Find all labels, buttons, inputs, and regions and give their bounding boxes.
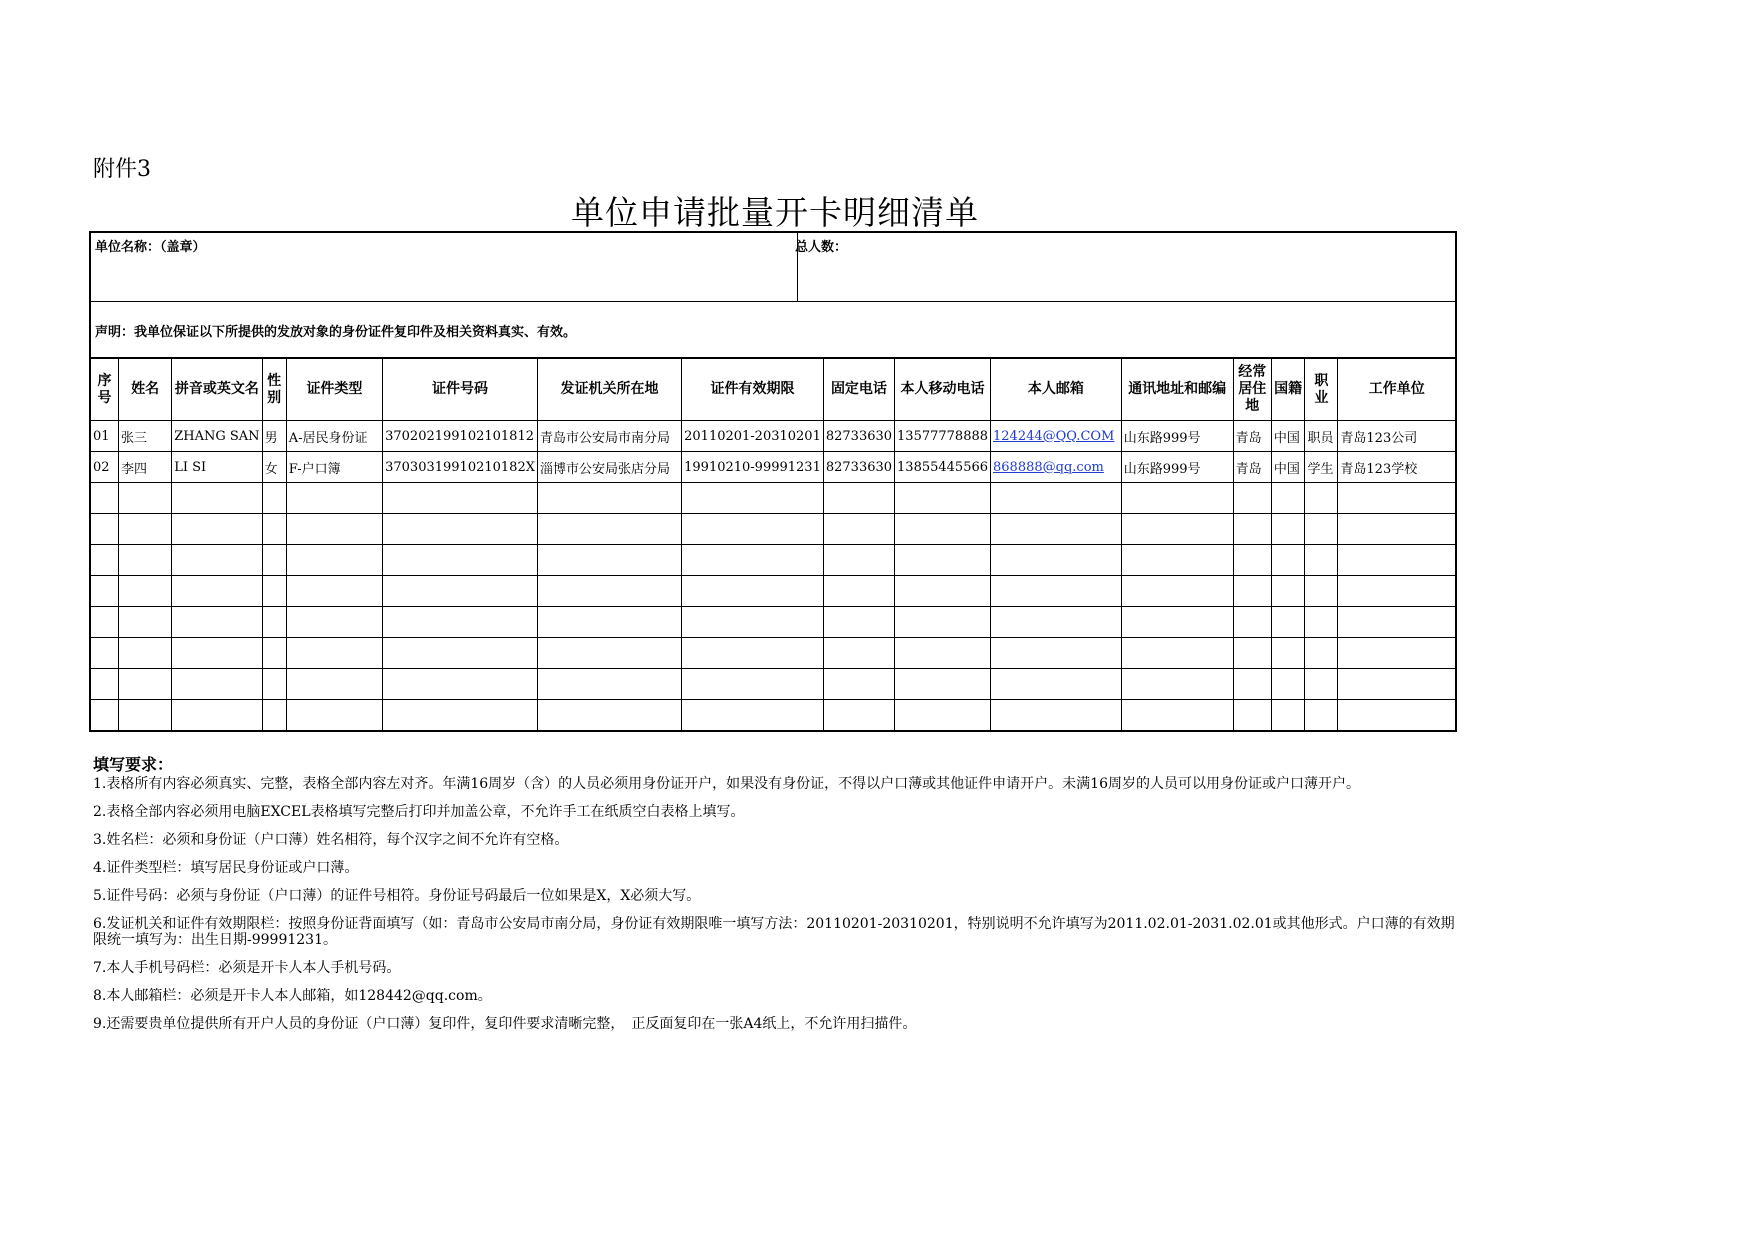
empty-table-row bbox=[91, 638, 1455, 669]
table-cell[interactable]: 女 bbox=[262, 452, 286, 483]
empty-cell[interactable] bbox=[91, 545, 119, 576]
empty-cell[interactable] bbox=[119, 545, 172, 576]
empty-cell[interactable] bbox=[286, 700, 382, 731]
total-count-label: 总人数： bbox=[795, 240, 848, 255]
requirements-heading: 填写要求： bbox=[93, 755, 174, 774]
empty-cell[interactable] bbox=[895, 638, 991, 669]
column-header: 证件号码 bbox=[383, 359, 538, 421]
requirement-item: 1.表格所有内容必须真实、完整，表格全部内容左对齐。年满16周岁（含）的人员必须用身份证开户，如果没有身份证，不得以户口薄或其他证件申请开户。未满16周岁的人员可以用身份证或户口薄开户。 bbox=[93, 776, 1360, 792]
empty-table-row bbox=[91, 700, 1455, 731]
table-cell[interactable]: 13577778888 bbox=[895, 421, 991, 452]
table-cell[interactable]: 中国 bbox=[1271, 452, 1305, 483]
requirement-item: 3.姓名栏：必须和身份证（户口薄）姓名相符，每个汉字之间不允许有空格。 bbox=[93, 832, 569, 848]
empty-cell[interactable] bbox=[91, 483, 119, 514]
empty-cell[interactable] bbox=[895, 607, 991, 638]
table-cell[interactable] bbox=[991, 452, 1122, 483]
empty-cell[interactable] bbox=[537, 514, 681, 545]
empty-cell[interactable] bbox=[383, 576, 538, 607]
declaration-text: 声明：我单位保证以下所提供的发放对象的身份证件复印件及相关资料真实、有效。 bbox=[95, 325, 577, 340]
empty-cell[interactable] bbox=[895, 576, 991, 607]
empty-cell[interactable] bbox=[823, 700, 894, 731]
empty-cell[interactable] bbox=[262, 545, 286, 576]
empty-cell[interactable] bbox=[119, 638, 172, 669]
empty-cell[interactable] bbox=[286, 669, 382, 700]
unit-name-field[interactable] bbox=[91, 233, 798, 301]
column-header: 本人邮箱 bbox=[991, 359, 1122, 421]
table-cell[interactable]: 20110201-20310201 bbox=[682, 421, 824, 452]
empty-cell[interactable] bbox=[1233, 576, 1271, 607]
empty-cell[interactable] bbox=[1121, 638, 1233, 669]
declaration-row bbox=[91, 301, 1455, 359]
column-header: 固定电话 bbox=[823, 359, 894, 421]
column-header: 国籍 bbox=[1271, 359, 1305, 421]
empty-table-row bbox=[91, 514, 1455, 545]
empty-cell[interactable] bbox=[91, 607, 119, 638]
empty-cell[interactable] bbox=[286, 514, 382, 545]
table-cell[interactable]: 青岛 bbox=[1233, 452, 1271, 483]
unit-name-label: 单位名称：（盖章） bbox=[95, 240, 206, 255]
empty-cell[interactable] bbox=[537, 638, 681, 669]
filling-requirements bbox=[93, 757, 1463, 1044]
empty-cell[interactable] bbox=[1121, 545, 1233, 576]
empty-cell[interactable] bbox=[1338, 669, 1455, 700]
table-cell[interactable]: 青岛市公安局市南分局 bbox=[537, 421, 681, 452]
empty-cell[interactable] bbox=[823, 576, 894, 607]
empty-cell[interactable] bbox=[895, 669, 991, 700]
table-cell[interactable] bbox=[991, 421, 1122, 452]
table-cell[interactable]: 青岛 bbox=[1233, 421, 1271, 452]
empty-cell[interactable] bbox=[262, 514, 286, 545]
empty-cell[interactable] bbox=[262, 607, 286, 638]
empty-cell[interactable] bbox=[682, 700, 824, 731]
empty-table-row bbox=[91, 576, 1455, 607]
empty-cell[interactable] bbox=[172, 700, 262, 731]
empty-cell[interactable] bbox=[1233, 545, 1271, 576]
table-cell[interactable]: 学生 bbox=[1305, 452, 1338, 483]
table-cell[interactable]: 02 bbox=[91, 452, 119, 483]
empty-cell[interactable] bbox=[286, 483, 382, 514]
empty-cell[interactable] bbox=[1233, 700, 1271, 731]
empty-cell[interactable] bbox=[1305, 638, 1338, 669]
empty-cell[interactable] bbox=[1271, 607, 1305, 638]
empty-cell[interactable] bbox=[262, 638, 286, 669]
empty-cell[interactable] bbox=[537, 545, 681, 576]
empty-cell[interactable] bbox=[286, 638, 382, 669]
empty-cell[interactable] bbox=[383, 514, 538, 545]
empty-cell[interactable] bbox=[895, 545, 991, 576]
empty-cell[interactable] bbox=[1233, 514, 1271, 545]
table-cell[interactable]: 中国 bbox=[1271, 421, 1305, 452]
empty-cell[interactable] bbox=[119, 576, 172, 607]
empty-cell[interactable] bbox=[1233, 607, 1271, 638]
empty-cell[interactable] bbox=[823, 514, 894, 545]
empty-cell[interactable] bbox=[1271, 669, 1305, 700]
column-header: 通讯地址和邮编 bbox=[1121, 359, 1233, 421]
column-header: 证件有效期限 bbox=[682, 359, 824, 421]
empty-cell[interactable] bbox=[119, 607, 172, 638]
table-header-row bbox=[91, 359, 1455, 421]
empty-cell[interactable] bbox=[537, 700, 681, 731]
empty-cell[interactable] bbox=[119, 514, 172, 545]
column-header: 证件类型 bbox=[286, 359, 382, 421]
empty-cell[interactable] bbox=[537, 576, 681, 607]
table-cell[interactable]: 01 bbox=[91, 421, 119, 452]
table-cell[interactable]: 37030319910210182X bbox=[383, 452, 538, 483]
empty-cell[interactable] bbox=[991, 638, 1122, 669]
requirement-item: 7.本人手机号码栏：必须是开卡人本人手机号码。 bbox=[93, 960, 401, 976]
empty-cell[interactable] bbox=[682, 576, 824, 607]
empty-cell[interactable] bbox=[383, 669, 538, 700]
empty-cell[interactable] bbox=[1121, 514, 1233, 545]
empty-cell[interactable] bbox=[172, 669, 262, 700]
empty-cell[interactable] bbox=[119, 700, 172, 731]
table-row bbox=[91, 452, 1455, 483]
empty-cell[interactable] bbox=[1271, 483, 1305, 514]
column-header: 职业 bbox=[1305, 359, 1338, 421]
empty-cell[interactable] bbox=[262, 576, 286, 607]
empty-cell[interactable] bbox=[119, 669, 172, 700]
empty-cell[interactable] bbox=[91, 576, 119, 607]
empty-cell[interactable] bbox=[1271, 576, 1305, 607]
requirement-item: 6.发证机关和证件有效期限栏：按照身份证背面填写（如：青岛市公安局市南分局，身份证有效期限唯一填写方法：20110201-20310201，特别说明不允许填写为2011.02.01-2031.02.01或其他形式。户口薄的有效期限统一填写为：出生日期-99991231。 bbox=[93, 916, 1455, 948]
empty-cell[interactable] bbox=[1305, 607, 1338, 638]
empty-cell[interactable] bbox=[262, 669, 286, 700]
empty-cell[interactable] bbox=[262, 483, 286, 514]
empty-cell[interactable] bbox=[1271, 545, 1305, 576]
empty-cell[interactable] bbox=[537, 483, 681, 514]
applicant-table bbox=[91, 358, 1455, 730]
column-header: 拼音或英文名 bbox=[172, 359, 262, 421]
empty-cell[interactable] bbox=[1338, 514, 1455, 545]
empty-cell[interactable] bbox=[1338, 483, 1455, 514]
table-cell[interactable]: 82733630 bbox=[823, 452, 894, 483]
empty-cell[interactable] bbox=[682, 607, 824, 638]
empty-cell[interactable] bbox=[262, 700, 286, 731]
document-title: 单位申请批量开卡明细清单 bbox=[571, 193, 979, 232]
empty-cell[interactable] bbox=[537, 607, 681, 638]
empty-cell[interactable] bbox=[823, 638, 894, 669]
table-cell[interactable]: 82733630 bbox=[823, 421, 894, 452]
column-header: 性别 bbox=[262, 359, 286, 421]
unit-info-row bbox=[91, 233, 1455, 302]
empty-cell[interactable] bbox=[895, 700, 991, 731]
empty-cell[interactable] bbox=[383, 607, 538, 638]
empty-cell[interactable] bbox=[1233, 669, 1271, 700]
empty-cell[interactable] bbox=[1271, 638, 1305, 669]
table-cell[interactable]: 李四 bbox=[119, 452, 172, 483]
empty-cell[interactable] bbox=[991, 514, 1122, 545]
empty-cell[interactable] bbox=[172, 514, 262, 545]
table-row bbox=[91, 421, 1455, 452]
email-link[interactable]: 124244@QQ.COM bbox=[993, 428, 1115, 444]
empty-cell[interactable] bbox=[286, 545, 382, 576]
empty-cell[interactable] bbox=[1121, 607, 1233, 638]
table-cell[interactable]: 370202199102101812 bbox=[383, 421, 538, 452]
empty-cell[interactable] bbox=[682, 514, 824, 545]
requirement-item: 5.证件号码：必须与身份证（户口薄）的证件号相符。身份证号码最后一位如果是X，X必须大写。 bbox=[93, 888, 701, 904]
empty-cell[interactable] bbox=[1121, 483, 1233, 514]
empty-cell[interactable] bbox=[991, 545, 1122, 576]
column-header: 序号 bbox=[91, 359, 119, 421]
column-header: 姓名 bbox=[119, 359, 172, 421]
empty-cell[interactable] bbox=[1233, 638, 1271, 669]
empty-cell[interactable] bbox=[383, 545, 538, 576]
empty-cell[interactable] bbox=[286, 607, 382, 638]
table-cell[interactable]: 13855445566 bbox=[895, 452, 991, 483]
empty-cell[interactable] bbox=[1305, 669, 1338, 700]
column-header: 经常居住地 bbox=[1233, 359, 1271, 421]
table-cell[interactable]: 男 bbox=[262, 421, 286, 452]
table-cell[interactable]: A-居民身份证 bbox=[286, 421, 382, 452]
empty-cell[interactable] bbox=[1121, 576, 1233, 607]
empty-cell[interactable] bbox=[682, 638, 824, 669]
empty-cell[interactable] bbox=[91, 514, 119, 545]
column-header: 本人移动电话 bbox=[895, 359, 991, 421]
requirement-item: 9.还需要贵单位提供所有开户人员的身份证（户口薄）复印件，复印件要求清晰完整， 正反面复印在一张A4纸上，不允许用扫描件。 bbox=[93, 1016, 917, 1032]
empty-cell[interactable] bbox=[1338, 607, 1455, 638]
empty-cell[interactable] bbox=[991, 483, 1122, 514]
table-cell[interactable]: 淄博市公安局张店分局 bbox=[537, 452, 681, 483]
empty-cell[interactable] bbox=[1121, 669, 1233, 700]
table-cell[interactable]: 山东路999号 bbox=[1121, 421, 1233, 452]
column-header: 工作单位 bbox=[1338, 359, 1455, 421]
empty-cell[interactable] bbox=[383, 638, 538, 669]
empty-cell[interactable] bbox=[682, 545, 824, 576]
empty-cell[interactable] bbox=[383, 700, 538, 731]
empty-cell[interactable] bbox=[823, 545, 894, 576]
empty-cell[interactable] bbox=[537, 669, 681, 700]
empty-cell[interactable] bbox=[1305, 483, 1338, 514]
empty-cell[interactable] bbox=[682, 483, 824, 514]
empty-cell[interactable] bbox=[823, 607, 894, 638]
table-cell[interactable]: 青岛123学校 bbox=[1338, 452, 1455, 483]
empty-cell[interactable] bbox=[682, 669, 824, 700]
empty-table-row bbox=[91, 607, 1455, 638]
table-cell[interactable]: 职员 bbox=[1305, 421, 1338, 452]
requirement-item: 2.表格全部内容必须用电脑EXCEL表格填写完整后打印并加盖公章，不允许手工在纸质空白表格上填写。 bbox=[93, 804, 745, 820]
empty-cell[interactable] bbox=[1271, 700, 1305, 731]
empty-cell[interactable] bbox=[823, 669, 894, 700]
table-cell[interactable]: LI SI bbox=[172, 452, 262, 483]
table-cell[interactable]: 青岛123公司 bbox=[1338, 421, 1455, 452]
empty-cell[interactable] bbox=[991, 607, 1122, 638]
empty-cell[interactable] bbox=[1338, 700, 1455, 731]
empty-cell[interactable] bbox=[1338, 576, 1455, 607]
requirement-item: 8.本人邮箱栏：必须是开卡人本人邮箱，如128442@qq.com。 bbox=[93, 988, 492, 1004]
empty-cell[interactable] bbox=[1271, 514, 1305, 545]
email-link[interactable]: 868888@qq.com bbox=[993, 459, 1104, 475]
empty-cell[interactable] bbox=[172, 576, 262, 607]
empty-cell[interactable] bbox=[1305, 514, 1338, 545]
empty-cell[interactable] bbox=[823, 483, 894, 514]
empty-cell[interactable] bbox=[1233, 483, 1271, 514]
empty-cell[interactable] bbox=[991, 700, 1122, 731]
table-cell[interactable]: F-户口簿 bbox=[286, 452, 382, 483]
application-sheet bbox=[89, 231, 1457, 732]
requirement-item: 4.证件类型栏：填写居民身份证或户口薄。 bbox=[93, 860, 359, 876]
table-cell[interactable]: 19910210-99991231 bbox=[682, 452, 824, 483]
empty-table-row bbox=[91, 483, 1455, 514]
empty-cell[interactable] bbox=[91, 700, 119, 731]
empty-cell[interactable] bbox=[172, 545, 262, 576]
table-cell[interactable]: ZHANG SAN bbox=[172, 421, 262, 452]
empty-cell[interactable] bbox=[172, 638, 262, 669]
annex-label: 附件3 bbox=[93, 157, 151, 182]
empty-cell[interactable] bbox=[172, 607, 262, 638]
empty-cell[interactable] bbox=[172, 483, 262, 514]
empty-cell[interactable] bbox=[119, 483, 172, 514]
table-cell[interactable]: 山东路999号 bbox=[1121, 452, 1233, 483]
empty-cell[interactable] bbox=[1338, 638, 1455, 669]
empty-table-row bbox=[91, 545, 1455, 576]
empty-cell[interactable] bbox=[383, 483, 538, 514]
empty-cell[interactable] bbox=[286, 576, 382, 607]
empty-cell[interactable] bbox=[1121, 700, 1233, 731]
table-cell[interactable]: 张三 bbox=[119, 421, 172, 452]
empty-cell[interactable] bbox=[991, 669, 1122, 700]
total-count-field[interactable] bbox=[791, 233, 1455, 301]
empty-cell[interactable] bbox=[895, 514, 991, 545]
empty-cell[interactable] bbox=[1305, 700, 1338, 731]
empty-cell[interactable] bbox=[895, 483, 991, 514]
empty-table-row bbox=[91, 669, 1455, 700]
column-header: 发证机关所在地 bbox=[537, 359, 681, 421]
empty-cell[interactable] bbox=[991, 576, 1122, 607]
empty-cell[interactable] bbox=[1305, 545, 1338, 576]
empty-cell[interactable] bbox=[1305, 576, 1338, 607]
empty-cell[interactable] bbox=[91, 638, 119, 669]
empty-cell[interactable] bbox=[91, 669, 119, 700]
empty-cell[interactable] bbox=[1338, 545, 1455, 576]
